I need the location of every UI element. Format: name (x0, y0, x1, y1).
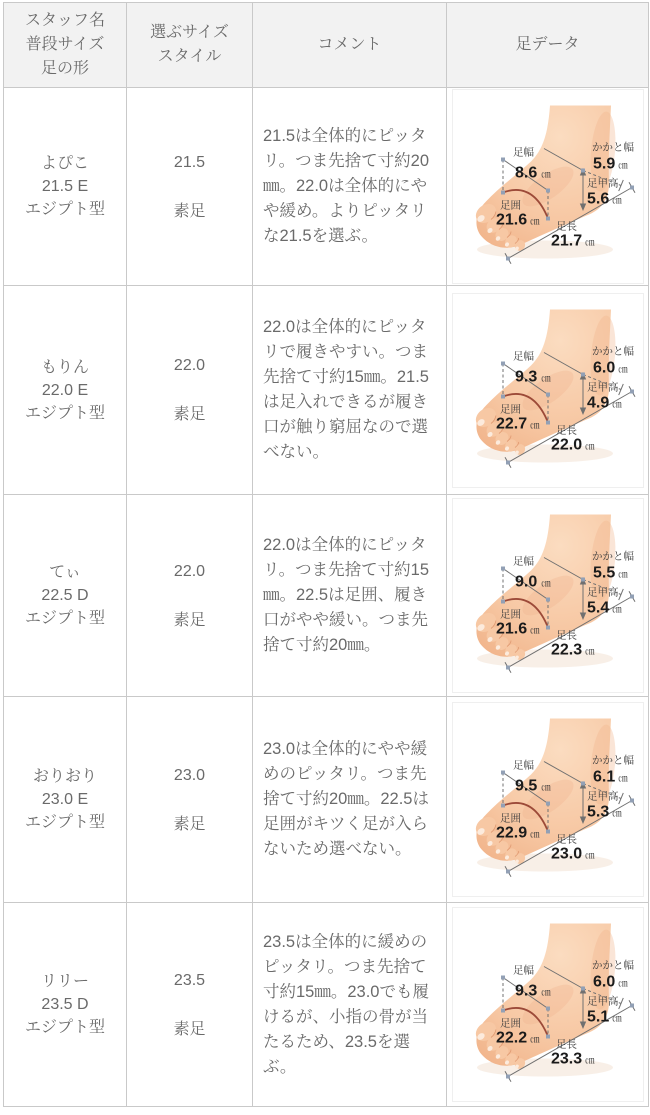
foot-measurement-figure (452, 702, 644, 897)
instep-height-label: 足甲高 (586, 995, 618, 1008)
chosen-size-cell (127, 495, 253, 697)
heel-width-label: かかと幅 (591, 345, 634, 357)
staff-usual-size: 22.0 E (41, 381, 89, 399)
foot-width-value: 8.6 ㎝ (514, 164, 551, 182)
foot-data-cell (447, 495, 649, 697)
chosen-size-cell (127, 88, 253, 286)
foot-width-label: 足幅 (512, 555, 534, 568)
foot-data-cell (447, 903, 649, 1107)
staff-cell (4, 286, 127, 495)
comment-text: 22.0は全体的にピッタリで履きやすい。つま先捨て寸約15㎜。21.5は足入れできるが履き口が触り窮屈なので選べない。 (263, 318, 429, 461)
staff-name: おりおり (32, 768, 97, 785)
chosen-size-value: 21.5 (173, 153, 206, 171)
header-comment (253, 3, 447, 88)
instep-height-value: 5.1 ㎝ (586, 1008, 622, 1026)
heel-width-value: 6.1 ㎝ (592, 768, 628, 786)
staff-foot-shape: エジプト型 (24, 610, 105, 627)
staff-usual-size: 23.0 E (41, 791, 89, 808)
chosen-style-value: 素足 (173, 815, 206, 833)
foot-girth-value: 22.2 ㎝ (495, 1029, 540, 1047)
heel-width-value: 5.5 ㎝ (592, 564, 628, 582)
heel-width-label: かかと幅 (591, 959, 634, 972)
foot-measurement-figure (452, 907, 644, 1102)
heel-width-value: 5.9 ㎝ (592, 155, 628, 173)
header-chosen-size (127, 3, 253, 88)
staff-cell (4, 903, 127, 1107)
header-comment-line1: コメント (317, 36, 382, 53)
foot-length-label: 足長 (555, 424, 577, 436)
header-staff-line3: 足の形 (40, 60, 89, 77)
foot-length-value: 23.3 ㎝ (550, 1050, 595, 1068)
comment-cell (253, 697, 447, 903)
chosen-size-cell (127, 903, 253, 1107)
foot-length-value: 21.7 ㎝ (550, 232, 595, 250)
foot-data-cell (447, 88, 649, 286)
staff-name: てぃ (49, 564, 81, 581)
staff-usual-size: 21.5 E (41, 178, 89, 195)
chosen-style-value: 素足 (173, 611, 206, 629)
heel-width-label: かかと幅 (591, 550, 634, 563)
foot-data-cell (447, 697, 649, 903)
comment-text: 21.5は全体的にピッタリ。つま先捨て寸約20㎜。22.0は全体的にやや緩め。よりピッタリな21.5を選ぶ。 (263, 127, 430, 245)
foot-girth-label: 足囲 (499, 1017, 521, 1030)
foot-girth-value: 22.9 ㎝ (495, 824, 540, 842)
staff-name: リリー (40, 973, 89, 990)
header-foot-data-line1: 足データ (515, 36, 580, 53)
foot-width-value: 9.0 ㎝ (514, 573, 551, 591)
chosen-size-cell (127, 697, 253, 903)
table-header (4, 3, 649, 88)
staff-cell (4, 495, 127, 697)
foot-girth-value: 21.6 ㎝ (495, 620, 540, 638)
chosen-size-value: 23.5 (173, 971, 206, 989)
table-row (4, 286, 649, 495)
foot-length-label: 足長 (555, 220, 577, 233)
foot-width-label: 足幅 (512, 759, 534, 772)
heel-width-value: 6.0 ㎝ (592, 973, 628, 991)
chosen-size-value: 23.0 (173, 766, 206, 784)
foot-length-value: 22.0 ㎝ (550, 436, 595, 453)
header-foot-data (447, 3, 649, 88)
chosen-style-value: 素足 (173, 1020, 206, 1038)
table-row (4, 88, 649, 286)
comment-cell (253, 286, 447, 495)
table-row (4, 903, 649, 1107)
staff-foot-shape: エジプト型 (24, 404, 105, 422)
comment-cell (253, 495, 447, 697)
comment-text: 22.0は全体的にピッタリ。つま先捨て寸約15㎜。22.5は足囲、履き口がやや緩い。つま先捨て寸約20㎜。 (263, 536, 430, 654)
header-staff (4, 3, 127, 88)
foot-width-label: 足幅 (512, 964, 534, 977)
instep-height-value: 5.6 ㎝ (586, 190, 622, 208)
foot-length-label: 足長 (555, 833, 577, 846)
staff-usual-size: 23.5 D (41, 996, 89, 1013)
staff-fitting-table (3, 2, 649, 1107)
chosen-size-value: 22.0 (173, 357, 206, 374)
staff-name: よぴこ (40, 155, 89, 172)
foot-width-value: 9.3 ㎝ (514, 368, 551, 385)
foot-width-label: 足幅 (512, 350, 534, 362)
staff-foot-shape: エジプト型 (24, 814, 105, 831)
chosen-size-value: 22.0 (173, 562, 206, 580)
foot-girth-label: 足囲 (499, 199, 521, 212)
header-staff-line2: 普段サイズ (25, 36, 105, 53)
instep-height-value: 5.4 ㎝ (586, 599, 622, 617)
header-staff-line1: スタッフ名 (24, 12, 105, 29)
staff-foot-shape: エジプト型 (24, 201, 105, 218)
foot-girth-label: 足囲 (499, 812, 521, 825)
foot-length-label: 足長 (555, 629, 577, 642)
header-chosen-size-line2: スタイル (157, 48, 222, 65)
foot-girth-label: 足囲 (499, 608, 521, 621)
instep-height-label: 足甲高 (586, 790, 618, 803)
comment-cell (253, 903, 447, 1107)
chosen-size-cell (127, 286, 253, 495)
heel-width-label: かかと幅 (591, 754, 634, 767)
comment-cell (253, 88, 447, 286)
header-row (4, 3, 649, 88)
foot-length-label: 足長 (555, 1038, 577, 1051)
chosen-style-value: 素足 (173, 202, 206, 220)
staff-foot-shape: エジプト型 (24, 1019, 105, 1036)
foot-girth-value: 21.6 ㎝ (495, 211, 540, 229)
staff-cell (4, 697, 127, 903)
foot-girth-value: 22.7 ㎝ (495, 415, 540, 432)
foot-width-value: 9.5 ㎝ (514, 777, 551, 795)
foot-width-label: 足幅 (512, 146, 534, 159)
foot-measurement-figure (452, 89, 644, 284)
staff-usual-size: 22.5 D (41, 587, 89, 604)
instep-height-label: 足甲高 (586, 177, 618, 190)
comment-text: 23.5は全体的に緩めのピッタリ。つま先捨て寸約15㎜。23.0でも履けるが、小指の骨が当たるため、23.5を選ぶ。 (263, 932, 429, 1076)
staff-cell (4, 88, 127, 286)
instep-height-value: 5.3 ㎝ (586, 803, 622, 821)
foot-measurement-figure (452, 293, 644, 488)
foot-width-value: 9.3 ㎝ (514, 982, 551, 1000)
chosen-style-value: 素足 (173, 406, 206, 423)
instep-height-label: 足甲高 (586, 586, 618, 599)
table-row (4, 495, 649, 697)
heel-width-value: 6.0 ㎝ (592, 359, 628, 376)
foot-data-cell (447, 286, 649, 495)
instep-height-value: 4.9 ㎝ (586, 394, 622, 411)
foot-length-value: 22.3 ㎝ (550, 641, 595, 659)
instep-height-label: 足甲高 (586, 381, 618, 393)
foot-measurement-figure (452, 498, 644, 693)
table-row (4, 697, 649, 903)
foot-girth-label: 足囲 (499, 403, 521, 415)
header-chosen-size-line1: 選ぶサイズ (150, 24, 229, 41)
comment-text: 23.0は全体的にやや緩めのピッタリ。つま先捨て寸約20㎜。22.5は足囲がキツく足が入らないため選べない。 (263, 740, 429, 858)
heel-width-label: かかと幅 (591, 141, 634, 154)
staff-name: もりん (40, 358, 89, 376)
foot-length-value: 23.0 ㎝ (550, 845, 595, 863)
table-body (4, 88, 649, 1107)
